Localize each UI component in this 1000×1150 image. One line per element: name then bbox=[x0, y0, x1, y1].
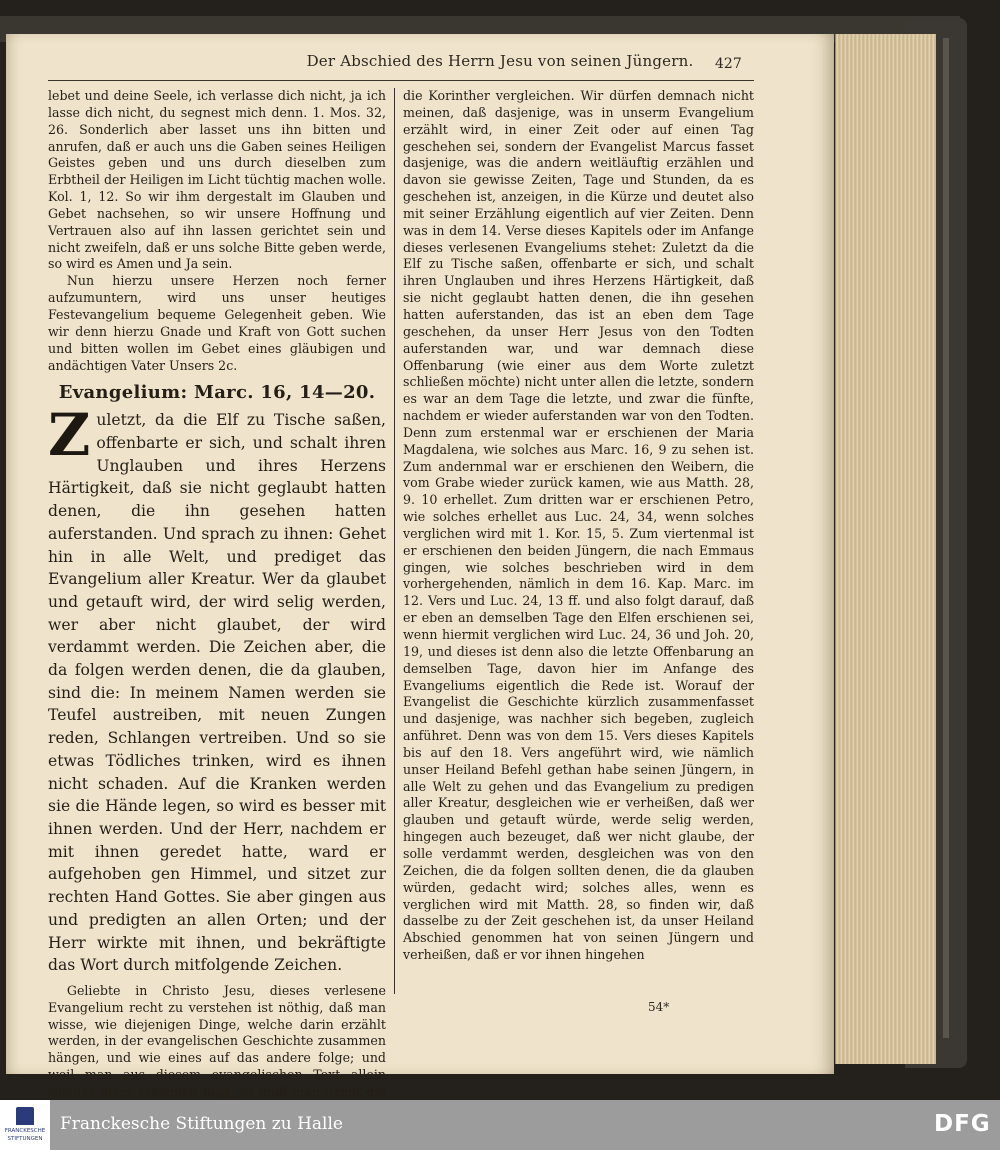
left-paragraph-3: Geliebte in Christo Jesu, dieses verlesene Evangelium recht zu verstehen ist nöthig, daß man wisse, wie diejenigen Dinge, welche darin erzählt werden, in der evangelischen Geschichte zusammen hängen, und wie eines auf das andere folge; und weil man aus diesem evangelischen Text allein solches nicht erkennen mag, so muß man damit die bbox=[48, 982, 386, 1099]
left-paragraph-2: Nun hierzu unsere Herzen noch ferner aufzumuntern, wird uns unser heutiges Festevangelium bequeme Gelegenheit geben. Wie wir denn hierzu Gnade und Kraft von Gott suchen und bitten wollen im Gebet eines gläubigen und andächtigen Vater Unsers 2c. bbox=[48, 273, 386, 373]
page-number: 427 bbox=[715, 56, 742, 72]
institution-name[interactable]: Franckesche Stiftungen zu Halle bbox=[60, 1114, 343, 1134]
building-icon bbox=[16, 1107, 34, 1125]
page-edges bbox=[835, 34, 936, 1064]
left-paragraph-1: lebet und deine Seele, ich verlasse dich nicht, ja ich lasse dich nicht, du segnest mich denn. 1. Mos. 32, 26. Sonderlich aber lasset uns ihn bitten und anrufen, daß er auch uns die Gaben seines Heiligen Geistes geben und uns durch dieselben zum Erbtheil der Heiligen im Licht tüchtig machen wolle. Kol. 1, 12. So wir ihm dergestalt im Glauben und Gebet nachsehen, so wir unsere Hoffnung und Vertrauen also auf ihn lassen gerichtet sein und nicht zweifeln, daß er uns solche Bitte geben werde, so wird es Amen und Ja sein. bbox=[48, 88, 386, 272]
header-rule bbox=[48, 80, 754, 81]
gospel-paragraph bbox=[48, 401, 386, 977]
left-column bbox=[48, 88, 386, 1100]
running-head: Der Abschied des Herrn Jesu von seinen Jüngern. bbox=[306, 52, 694, 70]
right-column bbox=[403, 88, 754, 964]
gospel-heading: Evangelium: Marc. 16, 14—20. bbox=[58, 382, 376, 404]
logo-text-line-2: STIFTUNGEN bbox=[7, 1136, 43, 1142]
gospel-text: uletzt, da die Elf zu Tische saßen, offenbarte er sich, und schalt ihren Unglauben und ihres Herzens Härtigkeit, daß sie nicht geglaubt hatten denen, die ihn gesehen hatten auferstanden. Und sprach zu ihnen: Gehet hin in alle Welt, und prediget das Evangelium aller Kreatur. Wer da glaubet und getauft wird, der wird selig werden, wer aber nicht glaubet, der wird verdammt werden. Die Zeichen aber, die da folgen werden denen, die da glauben, sind die: In meinem Namen werden sie Teufel austreiben, mit neuen Zungen reden, Schlangen vertreiben. Und so sie etwas Tödliches trinken, wird es ihnen nicht schaden. Auf die Kranken werden sie die Hände legen, so wird es besser mit ihnen werden. Und der Herr, nachdem er mit ihnen geredet hatte, ward er aufgehoben gen Himmel, und sitzet zur rechten Hand Gottes. Sie aber gingen aus und predigten an allen Orten; und der Herr wirkte mit ihnen, und bekräftigte das Wort durch mitfolgende Zeichen. bbox=[48, 411, 386, 975]
logo-text-line-1: FRANCKESCHE bbox=[4, 1128, 46, 1134]
signature-mark: 54* bbox=[648, 1000, 670, 1014]
column-divider bbox=[394, 88, 395, 994]
dfg-logo[interactable]: DFG bbox=[934, 1111, 991, 1137]
drop-cap: Z bbox=[48, 401, 91, 470]
right-paragraph: die Korinther vergleichen. Wir dürfen demnach nicht meinen, daß dasjenige, was in unserm Evangelium erzählt wird, in einer Zeit oder auf einen Tag geschehen sei, sondern der Evangelist Marcus fasset dasjenige, was die andern weitläuftig erzählen und davon sie gewisse Zeiten, Tage und Stunden, da es geschehen ist, anzeigen, in die Kürze und deutet also mit seiner Erzählung eigentlich auf vier Zeiten. Denn was in dem 14. Verse dieses Kapitels oder im Anfange dieses verlesenen Evangeliums stehet: Zuletzt da die Elf zu Tische saßen, offenbarte er sich, und schalt ihren Unglauben und ihres Herzens Härtigkeit, daß sie nicht geglaubt hatten denen, die ihn gesehen hatten auferstanden, das ist an eben dem Tage geschehen, da unser Herr Jesus von den Todten auferstanden war, und war demnach diese Offenbarung (wie einer aus dem Worte zuletzt schließen möchte) nicht unter allen die letzte, sondern es war an dem Tage die letzte, und zwar die fünfte, nachdem er wieder auferstanden war von den Todten. Denn zum erstenmal war er erschienen der Maria Magdalena, wie solches aus Marc. 16, 9 zu sehen ist. Zum andernmal war er erschienen den Weibern, die vom Grabe wieder zurück kamen, wie aus Matth. 28, 9. 10 erhellet. Zum dritten war er erschienen Petro, wie solches erhellet aus Luc. 24, 34, wenn solches verglichen wird mit 1. Kor. 15, 5. Zum viertenmal ist er erschienen den beiden Jüngern, die nach Emmaus gingen, wie solches beschrieben wird in dem vorhergehenden, nämlich in dem 16. Kap. Marc. im 12. Vers und Luc. 24, 13 ff. und also folgt darauf, daß er eben an demselben Tage den Elfen erschienen sei, wenn hiermit verglichen wird Luc. 24, 36 und Joh. 20, 19, und dieses ist denn also die letzte Offenbarung an demselben Tage, davon hier im Anfange des Evangeliums eigentlich die Rede ist. Worauf der Evangelist die Geschichte kürzlich zusammenfasset und dasjenige, was nachher sich begeben, zugleich anführet. Denn was von dem 15. Vers dieses Kapitels bis auf den 18. Vers angeführt wird, wie nämlich unser Heiland Befehl gethan habe seinen Jüngern, in alle Welt zu gehen und das Evangelium zu predigen aller Kreatur, desgleichen wie er verheißen, daß wer glauben und getauft würde, werde selig werden, hingegen auch bezeuget, daß wer nicht glaube, der solle verdammt werden, desgleichen was von den Zeichen, die da folgen sollten denen, die da glauben würden, gedacht wird; solches alles, wenn es verglichen wird mit Matth. 28, so finden wir, daß dasselbe zu der Zeit geschehen ist, da unser Heiland Abschied genommen hat von seinen Jüngern und verheißen, daß er vor ihnen hingehen bbox=[403, 88, 754, 963]
